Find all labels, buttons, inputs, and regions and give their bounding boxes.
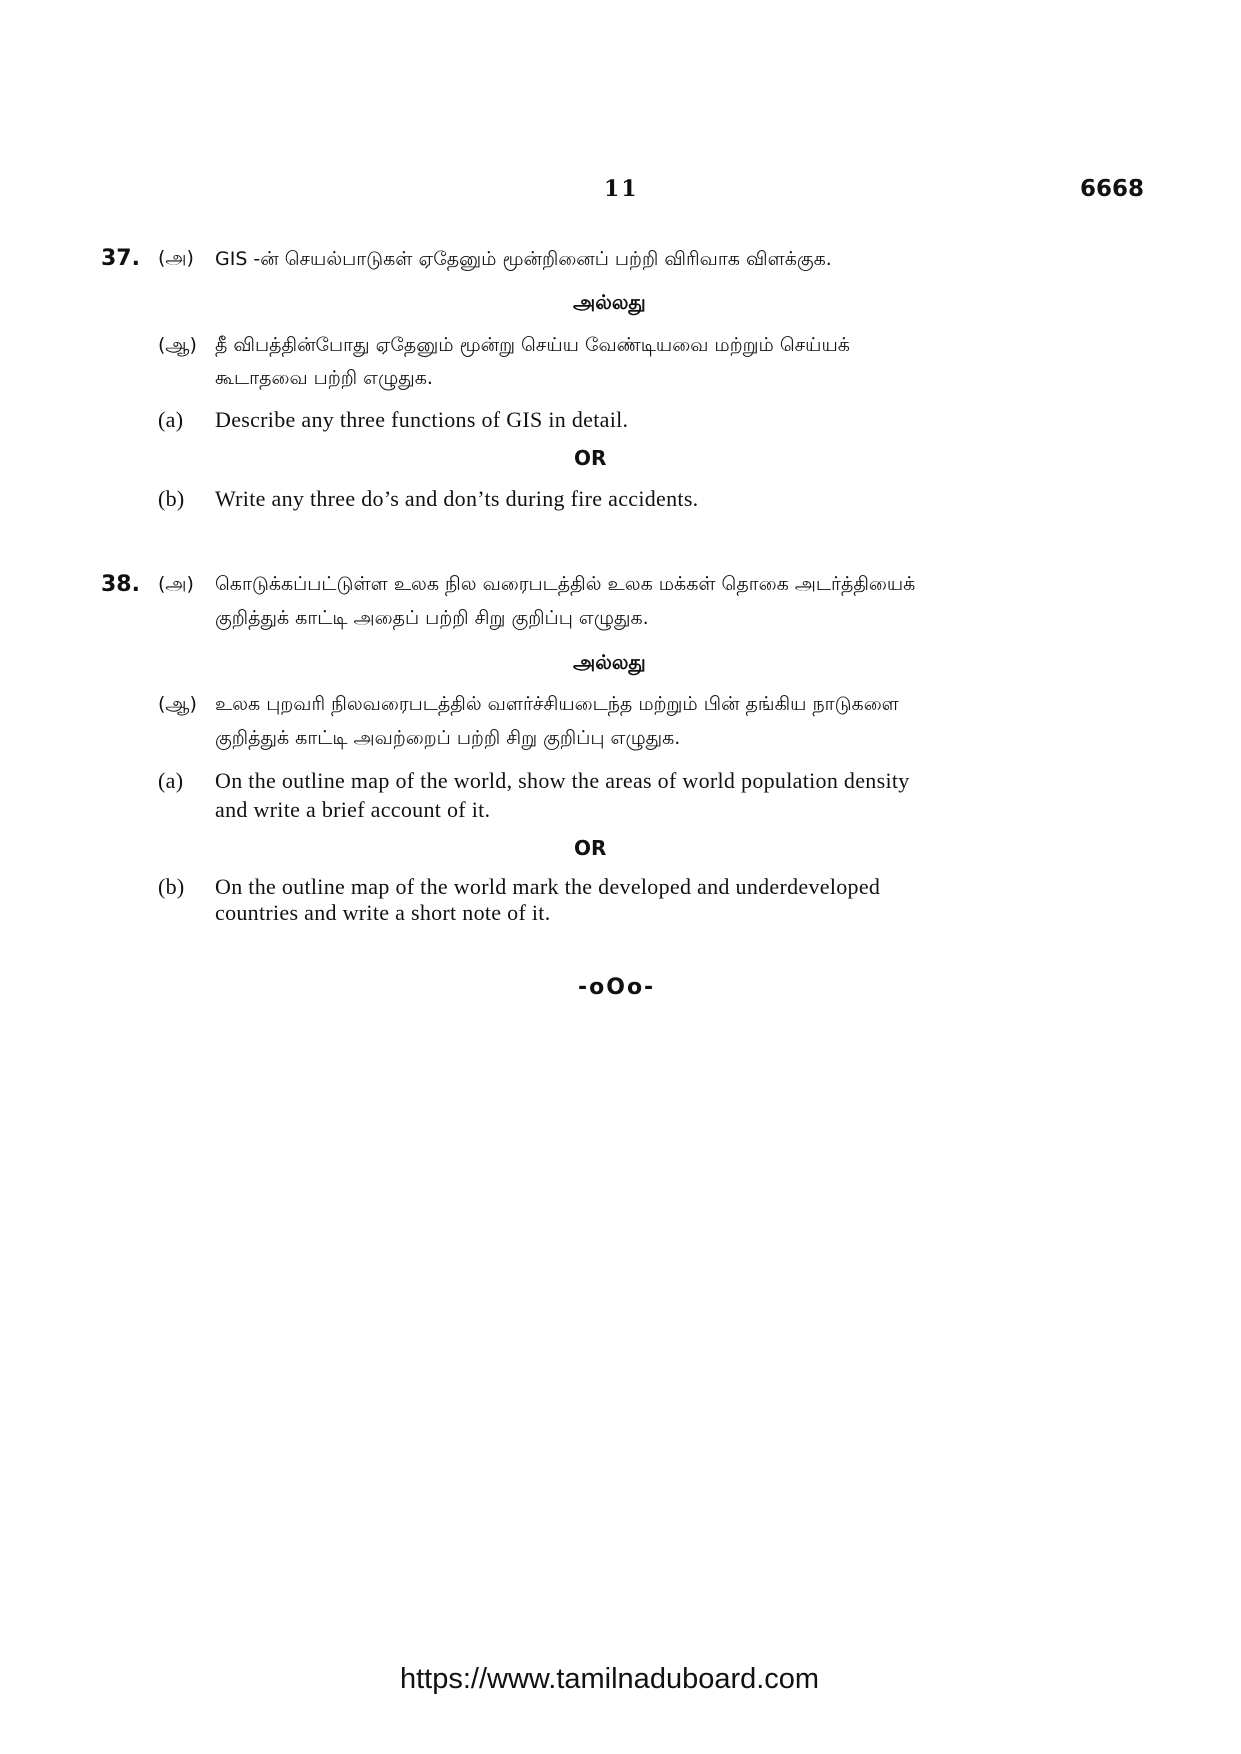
q38-a-tamil-line-1: கொடுக்கப்பட்டுள்ள உலக நில வரைபடத்தில் உலக மக்கள் தொகை அடர்த்தியைக் — [215, 573, 916, 595]
q38-a-tamil-marker: (அ) — [158, 573, 194, 595]
q38-b-english-line-1: On the outline map of the world mark the developed and underdeveloped — [215, 874, 881, 899]
q38-a-english-line-1: On the outline map of the world, show the areas of world population density — [215, 768, 910, 793]
q38-b-tamil-marker: (ஆ) — [158, 693, 197, 715]
q37-b-english-marker: (b) — [158, 486, 185, 511]
q37-a-tamil-marker: (அ) — [158, 247, 194, 269]
q37-b-tamil-line-1: தீ விபத்தின்போது ஏதேனும் மூன்று செய்ய வேண்டியவை மற்றும் செய்யக் — [215, 334, 850, 356]
q38-b-tamil-line-1: உலக புறவரி நிலவரைபடத்தில் வளர்ச்சியடைந்த மற்றும் பின் தங்கிய நாடுகளை — [215, 693, 899, 715]
q37-a-english-line-1: Describe any three functions of GIS in detail. — [215, 407, 629, 432]
q37-or-tamil: அல்லது — [573, 290, 646, 314]
q37-b-english-line-1: Write any three do’s and don’ts during fire accidents. — [215, 486, 699, 511]
q37-a-tamil-line-1: GIS -ன் செயல்பாடுகள் ஏதேனும் மூன்றினைப் பற்றி விரிவாக விளக்குக. — [215, 248, 832, 270]
q37-b-tamil-marker: (ஆ) — [158, 334, 197, 356]
question-number-37: 37. — [101, 246, 140, 271]
q37-or-english: OR — [574, 446, 607, 470]
q38-b-tamil-line-2: குறித்துக் காட்டி அவற்றைப் பற்றி சிறு குறிப்பு எழுதுக. — [215, 727, 681, 749]
q38-b-english-marker: (b) — [158, 874, 185, 899]
footer-url-link[interactable]: https://www.tamilnaduboard.com — [400, 1663, 820, 1695]
q38-or-tamil: அல்லது — [573, 650, 646, 674]
end-of-paper-mark: -oOo- — [578, 975, 656, 1000]
q38-b-english-line-2: countries and write a short note of it. — [215, 900, 551, 925]
page-number: 11 — [604, 176, 639, 202]
q37-a-english-marker: (a) — [158, 407, 184, 432]
q38-a-english-marker: (a) — [158, 768, 184, 793]
q38-or-english: OR — [574, 836, 607, 860]
question-number-38: 38. — [101, 572, 140, 597]
q37-b-tamil-line-2: கூடாதவை பற்றி எழுதுக. — [215, 367, 433, 389]
q38-a-english-line-2: and write a brief account of it. — [215, 797, 491, 822]
q38-a-tamil-line-2: குறித்துக் காட்டி அதைப் பற்றி சிறு குறிப்பு எழுதுக. — [215, 607, 649, 629]
paper-code: 6668 — [1080, 176, 1145, 202]
